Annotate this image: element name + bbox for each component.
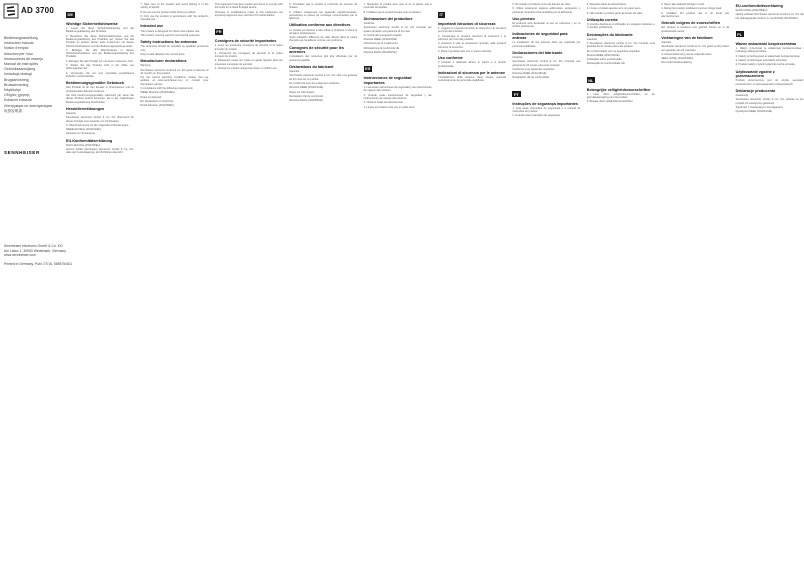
section (587, 69, 655, 104)
section (66, 3, 134, 78)
section-heading: Manufacturer declarations (140, 59, 187, 64)
language-item: Manual de instruções (4, 62, 39, 67)
paragraph: Em conformidade com os seguintes requisitos (586, 49, 640, 53)
text-column (289, 0, 357, 567)
paragraph: 3. Neem alle waarschuwingen in acht. (661, 3, 705, 6)
paragraph: 2. Conservez les consignes de sécurité et la notice d'emploi du produit. (214, 51, 283, 59)
section-heading: EU-Konformitätserklärung (66, 138, 113, 143)
paragraph: Garanzia (363, 21, 375, 25)
section (215, 20, 283, 70)
paragraph: In conformità ai seguenti requisiti (363, 33, 402, 37)
paragraph: Zgodność z następującymi wymaganiami (735, 105, 783, 109)
paragraph: This equipment has been tested and found to comply with the limits for a Class B digital device. (214, 3, 283, 10)
language-item: Bruksanvisning (4, 82, 29, 87)
paragraph: Hinweise zur Entsorgung (66, 132, 95, 136)
paragraph: Produkt przeznaczony jest do użytku wewnątrz pomieszczeń i w zastosowaniach profesjonalnych. (735, 79, 804, 86)
section (289, 3, 357, 20)
paragraph: 5. Stellen Sie das Produkt nicht in der Nähe von Wärmequellen auf. (66, 64, 134, 71)
paragraph: Garantie (661, 40, 672, 44)
language-item: Instrukcja obsługi (4, 72, 32, 77)
paragraph: 1. Lees deze veiligheidsvoorschriften en de gebruiksaanwijzing van het product. (586, 92, 655, 100)
paragraph: 4. Limpe o produto apenas com um pano seco. (586, 7, 642, 11)
paragraph: 9. Only use the product in accordance with the product's intended use. (140, 14, 209, 22)
text-column (587, 0, 655, 567)
paragraph: 8. N'utilisez pas le produit lorsque vous conduisez. (363, 10, 422, 14)
paragraph: 1. Lisez les présentes consignes de sécurité et la notice d'emploi du produit. (214, 44, 283, 51)
language-item: Kullanım kılavuzu (4, 98, 33, 103)
paragraph: 1. Leggere le presenti istruzioni di sicurezza e le istruzioni per l'uso del prodotto. (438, 27, 506, 34)
paragraph: Déclaration UE de conformité (289, 94, 324, 98)
paragraph: 3. Respectez toutes les mises en garde figurant dans les présentes consignes de sécurité. (214, 59, 283, 66)
paragraph: For the current warranty conditions, please visit our website at www.sennheiser.com or contact your Sennheiser partner. (140, 76, 209, 86)
paragraph: Warranty (140, 64, 151, 68)
paragraph: 2. Bewaar deze veiligheidsvoorschriften. (586, 100, 634, 104)
paragraph: Direttiva RAEE (2012/19/UE) (363, 38, 398, 42)
paragraph: 3. Respeite todas as advertências. (586, 3, 627, 6)
paragraph: In Übereinstimmung mit den folgenden Anforderungen (66, 123, 129, 127)
section (587, 3, 655, 15)
paragraph: O produto destina-se à utilização em espaços interiores e no âmbito profissional. (586, 22, 655, 30)
paragraph: Indicazioni per lo smaltimento (363, 42, 398, 46)
paragraph: Dyrektywa WEEE (2012/19/UE) (735, 110, 773, 114)
paragraph: Diretiva REEE (2012/19/UE) (586, 53, 620, 57)
section (66, 139, 134, 155)
paragraph: Garantía (512, 55, 523, 59)
paragraph: 7. Manipulez le produit avec soin et ne le placez pas à proximité de liquides. (363, 3, 432, 10)
address-line: Am Labor 1, 30900 Wedemark, Germany (4, 248, 66, 253)
section-heading: Deklaracje producenta (735, 88, 776, 93)
paragraph: 3. Befolgen Sie alle Warnhinweise in diesen Sicherheitshinweisen und der Bedienungsanleitung des Produkts. (66, 48, 134, 59)
language-item: Bedienungsanleitung (4, 36, 38, 40)
section (736, 70, 804, 86)
language-tag: IT (439, 12, 444, 17)
paragraph: Toute utilisation différente de celle décrite dans la notice d'emploi est considérée comme non conforme. (289, 36, 358, 43)
paragraph: Garantie (289, 70, 300, 74)
text-column (661, 0, 729, 567)
section (736, 4, 804, 20)
paragraph: Als nicht bestimmungsgemäßer Gebrauch gilt, wenn Sie dieses Produkt anders benutzen, als in der zugehörigen Bedienungsanleitung beschrieben. (66, 93, 134, 104)
paragraph: 4. Reinigen Sie das Produkt nur mit einem trockenen Tuch. (66, 59, 134, 63)
section-heading: Wichtige Sicherheitshinweise (66, 22, 118, 26)
section-heading: Gebruik volgens de voorschriften (661, 21, 720, 26)
section (438, 56, 506, 68)
section (512, 17, 580, 29)
paragraph: Keep a safe distance from power lines. (140, 52, 186, 56)
paragraph: 1. Lea estas instrucciones de seguridad y las instrucciones de manejo del producto. (363, 86, 432, 93)
paragraph: Directive DEEE (2012/19/UE) (289, 86, 324, 90)
language-item: Käyttöohje (4, 88, 21, 93)
text-column (66, 0, 134, 567)
section (364, 57, 432, 108)
paragraph: Het product is bestemd voor gebruik binnen en in de professionele sector. (661, 26, 730, 33)
section (289, 46, 357, 62)
section-heading: Użytkowanie zgodne z przeznaczeniem (735, 69, 775, 79)
section-heading: Indicazioni di sicurezza per le antenne (438, 70, 506, 75)
paragraph: El producto está destinado al uso en interiores y en el ámbito profesional. (512, 21, 581, 29)
section-heading: EU-conformiteitsverklaring (735, 4, 783, 8)
paragraph: Sennheiser electronic GmbH & Co. KG concede una garantía de 24 meses para este producto. (512, 60, 581, 67)
paragraph: Hierbij verklaart Sennheiser electronic GmbH & Co. KG dat het radioapparaat conform is met Richtlijn 2014/53/EU. (735, 13, 804, 20)
paragraph: Sennheiser electronic GmbH & Co. KG concede per questo prodotto una garanzia di 24 mesi. (363, 26, 432, 33)
paragraph: Declaração de Conformidade UE (586, 62, 625, 66)
text-column (438, 0, 506, 567)
section-heading: Safety instructions for antennas (140, 40, 197, 45)
paragraph: Sennheiser electronic GmbH & Co. KG udziela na ten produkt 24-miesięcznej gwarancji. (735, 98, 804, 105)
section (289, 23, 357, 42)
paragraph: 2. Conservare le presenti istruzioni di sicurezza e le istruzioni per l'uso del prodotto. (438, 34, 506, 41)
paragraph: Gwarancja (735, 93, 748, 97)
paragraph: L'installation des antennes doit être effectuée par du personnel qualifié. (289, 55, 358, 62)
paragraph: Directiva RAEE (2012/19/UE) (512, 72, 547, 76)
paragraph: 2. Bewahren Sie diese Sicherheitshinweise und die Bedienungsanleitung des Produkts auf. Geben Sie das Produkt an andere Nutzer stets zusammen mit diesen Sicherheitshinweisen und der Bedienungsanleitung weiter. (66, 34, 134, 48)
section (512, 32, 580, 48)
section (364, 3, 432, 14)
section-heading: Uso previsto (512, 16, 535, 21)
text-column (364, 0, 432, 567)
language-item: Инструкция по эксплуатации (4, 103, 52, 108)
section (140, 24, 208, 37)
paragraph: 2. Guarde estas instrucciones de seguridad y las instrucciones de manejo del producto. (363, 93, 432, 100)
paragraph: Indicações sobre a eliminação (586, 58, 622, 62)
paragraph: 4. Pulire il prodotto solo con un panno asciutto. (438, 49, 492, 53)
section (661, 36, 729, 65)
paragraph: 5. N'installez pas le produit à proximité de sources de chaleur. (289, 3, 358, 10)
section (736, 23, 804, 67)
section (512, 51, 580, 80)
section (661, 3, 729, 18)
section-heading: Consignes de sécurité importantes (214, 39, 277, 44)
paragraph: 3. Attenersi a tutte le avvertenze riportate nelle presenti istruzioni di sicurezza. (438, 42, 506, 49)
language-tag: ES (365, 66, 371, 72)
paragraph: Sennheiser electronic GmbH & Co. KG gives a warranty of 24 months on this product. (140, 68, 209, 75)
paragraph: RoHS-richtlijn (2011/65/EU) (735, 9, 768, 13)
paragraph: The product is designed for indoor and outdoor use. (140, 29, 200, 33)
text-column (215, 0, 283, 567)
section (140, 59, 208, 107)
section-heading: Instruções de segurança importantes (512, 101, 578, 106)
paragraph: Sennheiser electronic GmbH & Co. KG übernimmt für dieses Produkt eine Garantie von 24 Monaten. (66, 116, 134, 123)
model-number: AD 3700 (21, 6, 54, 15)
paragraph: EU-conformiteitsverklaring (661, 61, 692, 65)
language-tag: PL (737, 31, 743, 37)
paragraph: The antennas should be installed by qualified personnel only. (140, 45, 209, 52)
section-heading: Dichiarazioni del produttore (363, 16, 413, 21)
section-heading: Declarações do fabricante (586, 32, 633, 37)
paragraph: Il prodotto è destinato all'uso in interni e in ambito professionale. (438, 61, 506, 68)
language-tag: PT (513, 91, 520, 97)
section (661, 21, 729, 33)
language-item: 取扱説明書 (4, 108, 22, 113)
language-tag: DE (67, 12, 74, 17)
section (140, 40, 208, 56)
section (66, 107, 134, 136)
paragraph: RoHS Directive (2011/65/EU) (140, 104, 175, 108)
address-line: www.sennheiser.com (4, 253, 36, 258)
paragraph: Dichiarazione di conformità UE (363, 46, 400, 50)
section (736, 89, 804, 114)
language-item: Gebruiksaanwijzing (4, 67, 36, 72)
paragraph: A Sennheiser electronic GmbH & Co. KG concede uma garantia de 24 meses para este produto. (586, 41, 655, 49)
paragraph: La instalación de las antenas debe ser realizada por personal cualificado. (512, 41, 581, 48)
section-heading: Ważne wskazówki bezpieczeństwa (735, 41, 797, 46)
section-heading: Déclarations du fabricant (289, 65, 334, 70)
paragraph: 7. Take care of the product and avoid placing it in the vicinity of liquids. (140, 3, 209, 10)
paragraph: 4. Reinig het product uitsluitend met een droge doek. (661, 7, 723, 11)
section-heading: Declaraciones del fabricante (512, 50, 563, 55)
section (587, 33, 655, 66)
text-column (512, 0, 580, 567)
paragraph: In overeenstemming met de volgende eisen (661, 52, 712, 56)
paragraph: Garantie (66, 111, 76, 115)
paragraph: Conforme a los siguientes requisitos (512, 67, 555, 71)
language-item: Instrucciones de manejo (4, 56, 43, 61)
paragraph: WEEE Directive (2012/19/EU) (140, 91, 175, 95)
paragraph: Changes or modifications made to this equipment not expressly approved may void the FCC authorization. (214, 10, 283, 17)
section-heading: Verklaringen van de fabrikant (661, 35, 713, 40)
language-item: Brugsanvisning (4, 77, 29, 82)
paragraph: Notes sur l'élimination (289, 90, 315, 94)
section-heading: Uso conforme (438, 56, 463, 61)
section-heading: Utilisation conforme aux directives (289, 23, 351, 28)
paragraph: Le produit est destiné à être utilisé à l'intérieur et dans le domaine professionnel. (289, 28, 358, 35)
section-heading: Indicaciones de seguridad para antenas (512, 31, 568, 41)
text-column (140, 0, 208, 567)
section-heading: Intended use (140, 24, 164, 29)
section (512, 3, 580, 14)
language-item: Notice d'emploi (4, 46, 29, 51)
language-list (4, 36, 56, 114)
paragraph: RoHS-Richtlinie (2011/65/EU) (66, 143, 101, 147)
section (587, 18, 655, 30)
section-heading: Instrucciones de seguridad importantes (363, 76, 412, 85)
paragraph: 2. Guarde estas instruções de segurança. (512, 114, 561, 118)
sennheiser-s-logo-icon (4, 4, 18, 18)
section-heading: Utilização correta (586, 17, 618, 22)
address-line: Sennheiser electronic GmbH & Co. KG (4, 244, 63, 248)
paragraph: 2. Należy przechowywać te wskazówki bezpieczeństwa. (735, 54, 801, 58)
section (215, 3, 283, 17)
paragraph: 3. Observe todas las advertencias. (363, 101, 404, 105)
section (438, 71, 506, 83)
section (364, 17, 432, 54)
paragraph: 1. Należy przeczytać te wskazówki bezpieczeństwa i instrukcję obsługi produktu. (735, 47, 804, 54)
paragraph: Hiermit erklärt Sennheiser electronic GmbH & Co. KG, dass der Funkanlagentyp der Richtlinie entspricht. (66, 148, 134, 155)
language-item: Istruzioni per l'uso (4, 51, 33, 56)
section (140, 3, 208, 21)
paragraph: L'installazione delle antenne deve essere eseguita esclusivamente da personale qualificato. (438, 75, 506, 83)
text-column (736, 0, 804, 567)
brand-wordmark: SENNHEISER (4, 150, 40, 155)
paragraph: Notes on disposal (140, 95, 162, 99)
paragraph: 5. Não instale o produto perto de fontes de calor. (586, 11, 643, 15)
section-heading: Consignes de sécurité pour les antennes (289, 45, 344, 55)
section-heading: Bestimmungsgemäßer Gebrauch (66, 81, 124, 86)
paragraph: 6. Utilice solamente equipos adicionales, accesorios y piezas de recambio recomendados por el fabricante. (512, 7, 581, 14)
section (289, 65, 357, 102)
paragraph: Garantia (586, 37, 597, 41)
paragraph: En conformité avec les exigences suivantes (289, 82, 340, 86)
paragraph: 5. Installeer het product niet in de buurt van warmtebronnen. (661, 11, 730, 18)
address-line: Printed in Germany, Publ. 07/16, 565570/A01 (4, 262, 73, 267)
paragraph: 3. Należy przestrzegać wszystkich ostrzeżeń. (735, 58, 788, 62)
paragraph: AEEA-richtlijn (2012/19/EU) (661, 57, 694, 61)
language-tag: FR (216, 29, 222, 35)
paragraph: 4. Nettoyez le produit uniquement avec un chiffon sec. (214, 67, 278, 71)
paragraph: Sennheiser electronic GmbH & Co. KG geeft op dit product een garantie van 24 maanden. (661, 45, 730, 52)
section (512, 83, 580, 118)
paragraph: In compliance with the following requirements (140, 87, 193, 91)
language-item: Instruction manual (4, 41, 34, 46)
section (438, 3, 506, 53)
paragraph: 4. Produkt należy czyścić wyłącznie suchą szmatką. (735, 63, 796, 67)
section-heading: Importanti istruzioni di sicurezza (438, 22, 496, 26)
language-tag: NL (588, 77, 594, 83)
section-heading: Belangrijke veiligheidsvoorschriften (586, 87, 651, 92)
paragraph: 6. Verwenden Sie nur vom Hersteller empfohlenes Zubehör und Ersatzteile. (66, 71, 134, 78)
manufacturer-address (4, 244, 73, 267)
language-item: Οδηγίες χρήσης (4, 93, 30, 98)
paragraph: 8. Do not use the product while driving a vehicle. (140, 10, 197, 14)
section-heading: Herstellererklärungen (66, 106, 105, 111)
paragraph: 5. No instale el producto cerca de fuentes de calor. (512, 3, 571, 6)
paragraph: Declaración UE de conformidad (512, 76, 550, 80)
paragraph: 1. Lesen Sie diese Sicherheitshinweise und die Bedienungsanleitung des Produkts. (66, 27, 134, 34)
paragraph: Sennheiser electronic GmbH & Co. KG offre une garantie de 24 mois sur ce produit. (289, 74, 358, 81)
paragraph: Das Produkt ist für den Einsatz in Innenräumen und im professionellen Bereich bestimmt. (66, 86, 134, 93)
paragraph: Direttiva RoHS (2011/65/UE) (363, 51, 397, 55)
paragraph: The product must be used for commercial purposes. (140, 33, 201, 37)
paragraph: 4. Limpie el producto solo con un paño seco. (363, 105, 416, 109)
paragraph: EU Declaration of conformity (140, 99, 174, 103)
paragraph: WEEE-Richtlinie (2012/19/EU) (66, 128, 102, 132)
paragraph: Directive RoHS (2011/65/UE) (289, 99, 323, 103)
section (66, 81, 134, 104)
paragraph: 6. Utilisez uniquement les appareils supplémentaires, accessoires et pièces de rechange recommandés par le fabricant. (289, 10, 358, 21)
paragraph: 1. Leia estas instruções de segurança e o manual de instruções do produto. (512, 106, 581, 114)
